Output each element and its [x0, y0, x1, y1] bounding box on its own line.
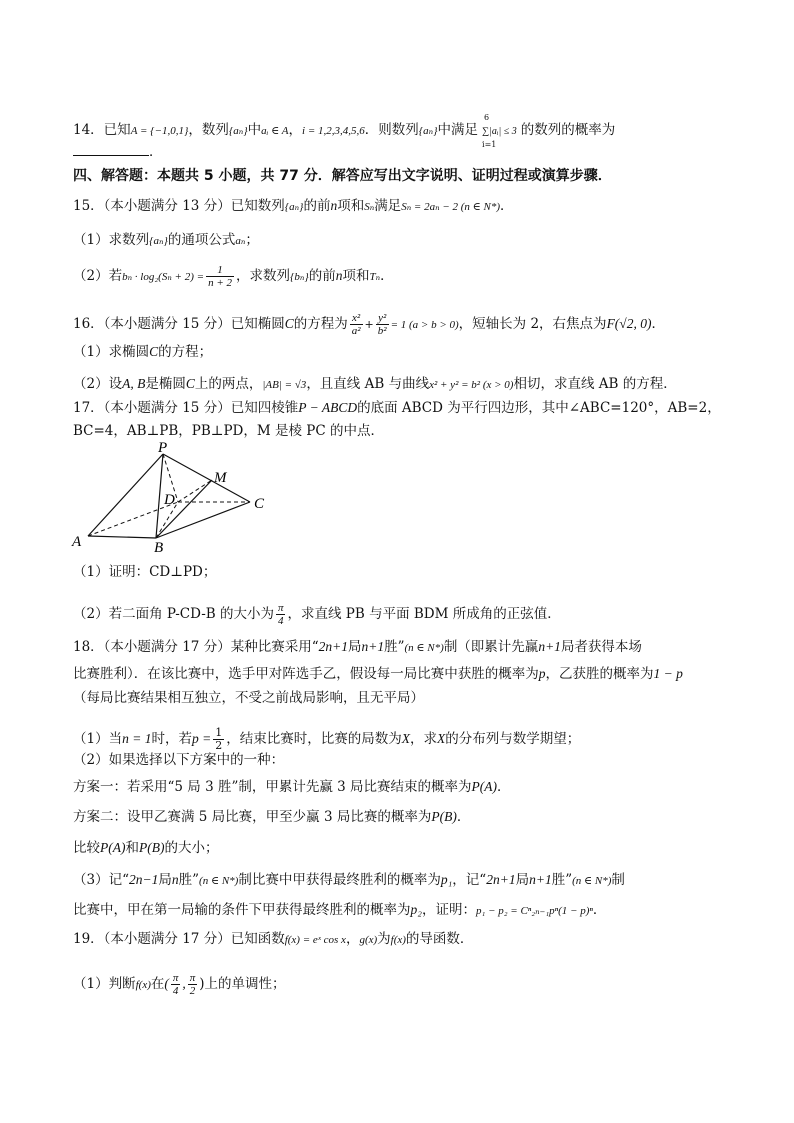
- q18-text: 局: [347, 639, 362, 655]
- q18-text: 胜”: [178, 872, 200, 888]
- q15-text: 15．（本小题满分 13 分）已知数列: [73, 198, 285, 214]
- q18-line-2: [73, 664, 722, 684]
- q19-frac-2: [188, 972, 198, 997]
- q18-text: 制（即累计先赢: [443, 639, 539, 655]
- denominator: 4: [277, 615, 284, 627]
- edge-bm: [156, 480, 212, 538]
- q17-text: BC=4，AB⊥PB，PB⊥PD，M 是棱 PC 的中点．: [73, 423, 384, 439]
- q16-focus: F(√2, 0): [606, 316, 652, 331]
- q19-paren: (: [164, 976, 169, 991]
- pyramid-figure: [70, 442, 280, 554]
- q15-n: n: [330, 198, 338, 213]
- q18-text: 比赛中，甲在第一局输的条件下甲获得最终胜利的概率为: [73, 902, 411, 918]
- numerator: π: [172, 972, 179, 984]
- q15-text: 项和: [337, 198, 365, 214]
- q15-text: 的前: [308, 268, 336, 284]
- q15-text: （2）若: [73, 268, 123, 284]
- q18-text: 局: [158, 872, 172, 888]
- label-a: A: [72, 534, 82, 550]
- q15-text: ．: [500, 198, 514, 214]
- edge-pb: [156, 454, 163, 538]
- q15-text: ；: [245, 232, 259, 248]
- q17-line-1: [73, 398, 722, 418]
- q18-text: 胜”: [384, 639, 405, 655]
- q18-x: X: [436, 731, 446, 746]
- q16-text: （1）求椭圆: [73, 344, 150, 360]
- q16-c: C: [185, 376, 195, 391]
- q18-compare: [73, 838, 722, 858]
- q18-text: （2）如果选择以下方案中的一种：: [73, 752, 285, 768]
- q18-pb: P(B): [431, 809, 457, 824]
- q18-x: X: [401, 731, 410, 746]
- numerator: π: [189, 972, 196, 984]
- q18-text: 制: [611, 872, 625, 888]
- q14-sum: [482, 113, 517, 149]
- q17-line-2: [73, 421, 722, 441]
- q14-line-1: [73, 113, 722, 149]
- q18-text: ，求: [409, 731, 437, 747]
- q18-text: 的大小；: [164, 840, 219, 856]
- q19-text: 19．（本小题满分 17 分）已知函数: [73, 931, 285, 947]
- q18-p: p =: [191, 731, 212, 746]
- q15-text: 的通项公式: [167, 232, 236, 248]
- q18-pb: P(B): [138, 840, 165, 855]
- q18-cond: (n ∈ N*): [199, 875, 239, 887]
- q18-text: （3）记“: [73, 872, 129, 888]
- q16-text: 的方程为: [293, 316, 348, 332]
- q18-text: ，乙获胜的概率为: [545, 666, 654, 682]
- q18-text: ，证明：: [421, 902, 476, 918]
- q19-comma: ,: [182, 976, 186, 991]
- q15-n: n: [335, 268, 343, 283]
- sum-lower: i=1: [482, 140, 497, 149]
- q17-text: 17．（本小题满分 15 分）已知四棱锥: [73, 400, 299, 416]
- q18-plan-2: [73, 807, 722, 827]
- q18-q: 1 − p: [653, 666, 683, 681]
- q19-text: 的导函数．: [405, 931, 474, 947]
- q15-seq: {aₙ}: [149, 235, 168, 247]
- q15-an: aₙ: [235, 235, 246, 247]
- q19-text: 在: [150, 976, 165, 992]
- q19-f: f(x): [390, 934, 406, 946]
- q14-text: 14．已知: [73, 122, 131, 138]
- q18-part-2: [73, 750, 722, 770]
- q18-line-3: [73, 688, 722, 708]
- q18-text: ．: [592, 902, 607, 918]
- q14-set-a: A = {−1,0,1}: [130, 125, 189, 137]
- q14-seq: {aₙ}: [228, 125, 248, 137]
- q18-rule: 2n−1: [129, 872, 159, 887]
- q15-text: （1）求数列: [73, 232, 150, 248]
- q17-pyramid: P − ABCD: [298, 400, 358, 415]
- q18-text: 和: [125, 840, 139, 856]
- q19-g: g(x): [359, 934, 378, 946]
- q18-part-3-line-2: [73, 900, 722, 921]
- label-p: P: [158, 442, 168, 456]
- q15-seq: {bₙ}: [290, 271, 309, 283]
- q18-text: 胜”: [551, 872, 573, 888]
- q15-text: ．: [380, 268, 394, 284]
- q18-p1: p₁: [440, 872, 453, 887]
- q17-part-2: [73, 602, 722, 627]
- section-heading: 四、解答题：本题共 5 小题，共 77 分．解答应写出文字说明、证明过程或演算步骤．: [73, 168, 612, 184]
- q16-text: 的方程；: [158, 344, 213, 360]
- q16-text: ，且直线 AB 与曲线: [306, 376, 430, 392]
- q18-text: 局者获得本场: [560, 639, 642, 655]
- q14-line-2: [73, 142, 722, 162]
- q16-ab-length: |AB| = √3: [262, 379, 307, 391]
- q18-rule: n+1: [361, 639, 385, 654]
- q14-text: 中满足: [437, 122, 479, 138]
- q17-text: （1）证明：CD⊥PD；: [73, 564, 217, 580]
- q16-text: 是椭圆: [145, 376, 186, 392]
- denominator: 4: [172, 985, 179, 997]
- q18-cond: (n ∈ N*): [572, 875, 612, 887]
- blank-period: ．: [149, 144, 163, 160]
- q15-sn: Sₙ: [364, 201, 375, 213]
- q14-text: ，数列: [188, 122, 229, 138]
- q16-text: 上的两点，: [194, 376, 263, 392]
- q18-text: 方案二：设甲乙赛满 5 局比赛，甲至少赢 3 局比赛的概率为: [73, 809, 432, 825]
- q16-text: ．: [651, 316, 665, 332]
- q18-text: ，结束比赛时，比赛的局数为: [226, 731, 402, 747]
- q15-equation: Sₙ = 2aₙ − 2 (n ∈ N*): [401, 201, 501, 213]
- q18-text: 18．（本小题满分 17 分）某种比赛采用“: [73, 639, 319, 655]
- q17-text: 的底面 ABCD 为平行四边形，其中∠ABC=120°，AB=2，: [357, 400, 721, 416]
- q16-line-1: [73, 312, 722, 337]
- q16-frac-y: [376, 312, 389, 337]
- denominator: n + 2: [208, 277, 232, 289]
- denominator: a²: [351, 325, 361, 337]
- q15-text: 的前: [303, 198, 331, 214]
- q18-text: 的分布列与数学期望；: [445, 731, 581, 747]
- denominator: 2: [215, 739, 223, 752]
- q18-text: 比较: [73, 840, 100, 856]
- q14-text: 中: [247, 122, 262, 138]
- numerator: y²: [376, 312, 389, 325]
- q18-text: 时，若: [151, 731, 192, 747]
- q19-f: f(x): [135, 979, 151, 991]
- q19-frac-1: [171, 972, 181, 997]
- q16-c: C: [149, 344, 159, 359]
- label-m: M: [214, 470, 227, 486]
- q18-rule: n+1: [529, 872, 552, 887]
- q18-cond: (n ∈ N*): [404, 642, 444, 654]
- q18-text: 制比赛中甲获得最终胜利的概率为: [238, 872, 441, 888]
- q18-rule: n: [171, 872, 179, 887]
- q16-part-2: [73, 374, 722, 395]
- numerator: 1: [206, 264, 234, 277]
- edge-pa: [88, 454, 163, 536]
- q18-part-1: [73, 727, 722, 752]
- q18-text: ．: [497, 779, 511, 795]
- q14-cond: aᵢ ∈ A: [261, 125, 289, 137]
- q19-text: （1）判断: [73, 976, 136, 992]
- q18-rule: n+1: [538, 639, 561, 654]
- edge-dm: [178, 480, 212, 502]
- q18-text: 方案一：若采用“5 局 3 胜”制，甲累计先赢 3 局比赛结束的概率为: [73, 779, 472, 795]
- sum-expression: ∑|aᵢ| ≤ 3: [482, 126, 517, 137]
- q18-fraction: [213, 727, 224, 752]
- q17-text: （2）若二面角 P-CD-B 的大小为: [73, 606, 274, 622]
- numerator: 1: [215, 726, 223, 739]
- q15-part-2: [73, 264, 722, 289]
- q14-text: ，: [288, 122, 303, 138]
- q18-text: 比赛胜利）．在该比赛中，选手甲对阵选手乙，假设每一局比赛中获胜的概率为: [73, 666, 539, 682]
- edge-ab: [88, 536, 156, 538]
- numerator: π: [277, 602, 284, 614]
- label-d: D: [164, 492, 175, 508]
- q18-text: （1）当: [73, 731, 123, 747]
- q18-identity: p₁ − p₂ = Cⁿ₂ₙ₋₁pⁿ(1 − p)ⁿ: [475, 905, 593, 917]
- plus-sign: +: [364, 318, 374, 331]
- label-c: C: [254, 496, 265, 512]
- q18-plan-1: [73, 777, 722, 797]
- denominator: 2: [189, 985, 196, 997]
- q18-text: ，记“: [452, 872, 487, 888]
- q15-text: ，求数列: [236, 268, 290, 284]
- q18-part-3: [73, 870, 722, 891]
- q16-text: 相切，求直线 AB 的方程．: [513, 376, 677, 392]
- q19-text: 为: [377, 931, 391, 947]
- label-b: B: [154, 540, 164, 554]
- q18-rule: 2n+1: [486, 872, 516, 887]
- q18-rule: 2n+1: [318, 639, 348, 654]
- denominator: b²: [377, 325, 387, 337]
- q17-text: ，求直线 PB 与平面 BDM 所成角的正弦值．: [287, 606, 561, 622]
- q18-pa: P(A): [100, 840, 126, 855]
- numerator: x²: [350, 312, 363, 325]
- q16-text: ，短轴长为 2，右焦点为: [458, 316, 607, 332]
- q18-p2: p₂: [410, 902, 422, 917]
- q17-fraction: [276, 602, 286, 627]
- q15-text: 项和: [342, 268, 370, 284]
- q16-curve: x² + y² = b² (x > 0): [429, 379, 514, 391]
- q14-cond: i = 1,2,3,4,5,6: [302, 125, 365, 137]
- q14-seq: {aₙ}: [418, 125, 438, 137]
- q19-function: f(x) = eˣ cos x: [284, 934, 346, 946]
- q19-part-1: [73, 972, 722, 997]
- sum-upper: 6: [484, 113, 490, 122]
- q16-text: （2）设: [73, 376, 123, 392]
- q19-text: ，: [345, 931, 360, 947]
- q16-frac-x: [350, 312, 363, 337]
- q14-text: 的数列的概率为: [520, 122, 616, 138]
- q19-text: )上的单调性；: [199, 976, 286, 992]
- q16-ab: A, B: [122, 376, 146, 391]
- q18-text: ．: [456, 809, 471, 825]
- q15-part-1: [73, 230, 722, 251]
- q18-pa: P(A): [471, 779, 498, 794]
- q15-seq: {aₙ}: [284, 201, 304, 213]
- q15-fraction: [206, 264, 234, 289]
- q18-text: 局: [515, 872, 530, 888]
- q16-c: C: [284, 316, 294, 331]
- q18-p: p: [538, 666, 546, 681]
- q16-eq-tail: = 1 (a > b > 0): [390, 319, 459, 331]
- q19-line-1: [73, 929, 722, 950]
- q18-n: n = 1: [122, 731, 152, 746]
- q15-line-1: [73, 196, 722, 217]
- q16-part-1: [73, 342, 722, 362]
- q18-line-1: [73, 637, 722, 658]
- q15-text: 满足: [374, 198, 402, 214]
- answer-blank[interactable]: [73, 143, 149, 156]
- q16-text: 16．（本小题满分 15 分）已知椭圆: [73, 316, 285, 332]
- q14-text: ．则数列: [364, 122, 419, 138]
- q18-text: （每局比赛结果相互独立，不受之前战局影响，且无平局）: [73, 690, 424, 706]
- q15-bn-equation: bₙ · log₂(Sₙ + 2) =: [122, 271, 205, 283]
- q17-part-1: [73, 562, 722, 582]
- q15-tn: Tₙ: [369, 271, 381, 283]
